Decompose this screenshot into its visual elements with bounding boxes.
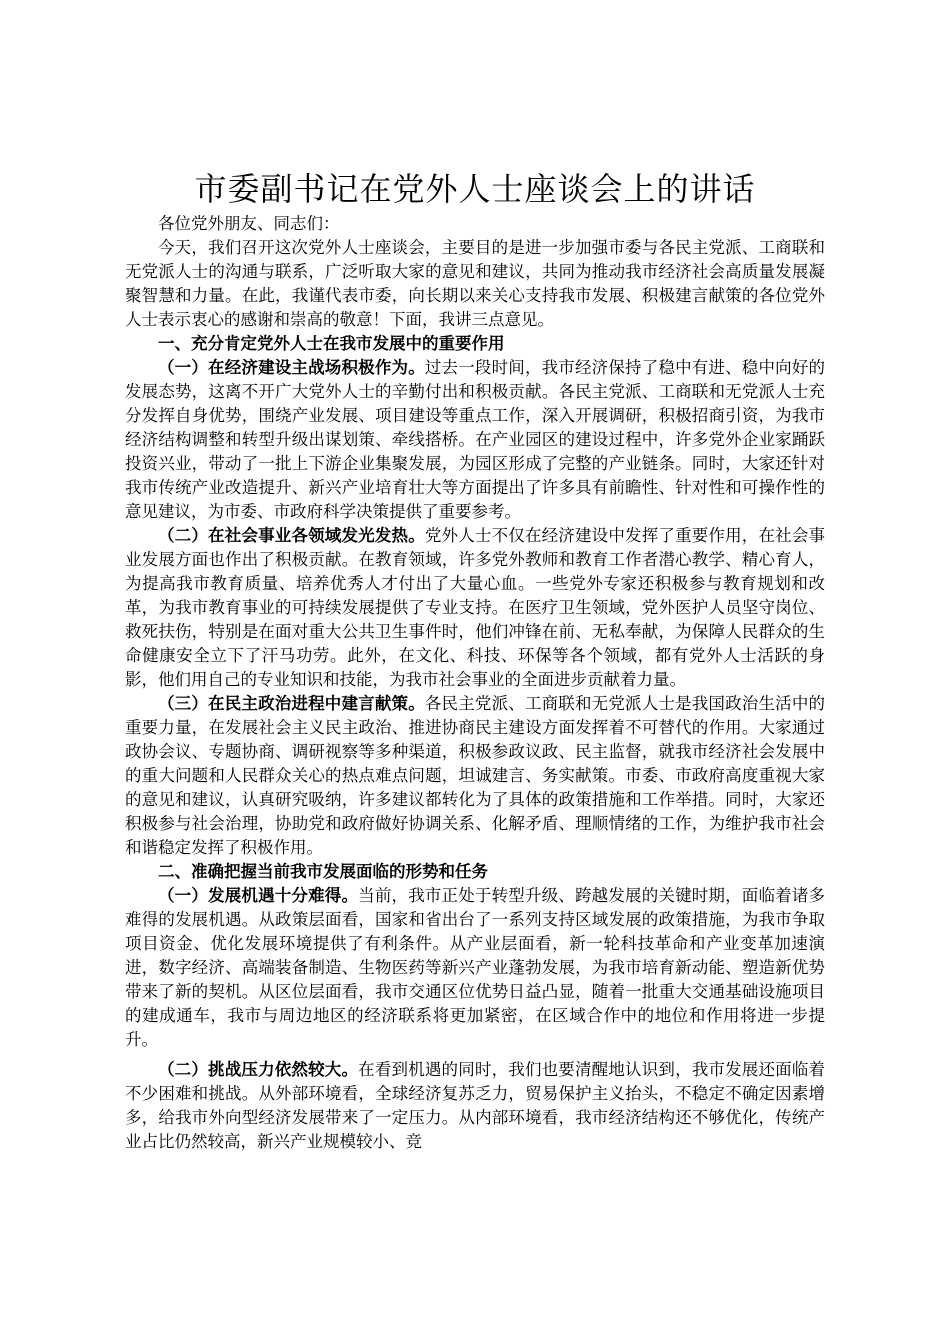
document-title: 市委副书记在党外人士座谈会上的讲话 (194, 170, 756, 208)
item-text: 在看到机遇的同时，我们也要清醒地认识到，我市发展还面临着不少困难和挑战。从外部环境看，全球经济复苏乏力，贸易保护主义抬头，不稳定不确定因素增多，给我市外向型经济发展带来了一定压力。从内部环境看，我市经济结构还不够优化，传统产业占比仍然较高，新兴产业规模较小、竞 (125, 1060, 826, 1151)
item-text: 党外人士不仅在经济建设中发挥了重要作用，在社会事业发展方面也作出了积极贡献。在教育领域，许多党外教师和教育工作者潜心教学、精心育人，为提高我市教育质量、培养优秀人才付出了大量心血。一些党外专家还积极参与教育规划和改革，为我市教育事业的可持续发展提供了专业支持。在医疗卫生领域，党外医护人员坚守岗位、救死扶伤，特别是在面对重大公共卫生事件时，他们冲锋在前、无私奉献，为保障人民群众的生命健康安全立下了汗马功劳。此外，在文化、科技、环保等各个领域，都有党外人士活跃的身影，他们用自己的专业知识和技能，为我市社会事业的全面进步贡献着力量。 (125, 526, 826, 689)
item-lead: （二）挑战压力依然较大。 (158, 1060, 359, 1079)
item-lead: （三）在民主政治进程中建言献策。 (158, 694, 425, 713)
item-text: 当前，我市正处于转型升级、跨越发展的关键时期，面临着诸多难得的发展机遇。从政策层面看，国家和省出台了一系列支持区域发展的政策措施，为我市争取项目资金、优化发展环境提供了有利条件。从产业层面看，新一轮科技革命和产业变革加速演进，数字经济、高端装备制造、生物医药等新兴产业蓬勃发展，为我市培育新动能、塑造新优势带来了新的契机。从区位层面看，我市交通区位优势日益凸显，随着一批重大交通基础设施项目的建成通车，我市与周边地区的经济联系将更加紧密，在区域合作中的地位和作用将进一步提升。 (125, 886, 826, 1049)
item-text: 过去一段时间，我市经济保持了稳中有进、稳中向好的发展态势，这离不开广大党外人士的辛勤付出和积极贡献。各民主党派、工商联和无党派人士充分发挥自身优势，围绕产业发展、项目建设等重点工作，深入开展调研，积极招商引资，为我市经济结构调整和转型升级出谋划策、牵线搭桥。在产业园区的建设过程中，许多党外企业家踊跃投资兴业，带动了一批上下游企业集聚发展，为园区形成了完整的产业链条。同时，大家还针对我市传统产业改造提升、新兴产业培育壮大等方面提出了许多具有前瞻性、针对性和可操作性的意见建议，为市委、市政府科学决策提供了重要参考。 (125, 358, 826, 521)
section-2-item-1 (125, 884, 825, 1052)
item-text: 各民主党派、工商联和无党派人士是我国政治生活中的重要力量，在发展社会主义民主政治、推进协商民主建设方面发挥着不可替代的作用。大家通过政协会议、专题协商、调研视察等多种渠道，积极参政议政、民主监督，就我市经济社会发展中的重大问题和人民群众关心的热点难点问题，坦诚建言、务实献策。市委、市政府高度重视大家的意见和建议，认真研究吸纳，许多建议都转化为了具体的政策措施和工作举措。同时，大家还积极参与社会治理，协助党和政府做好协调关系、化解矛盾、理顺情绪的工作，为维护我市社会和谐稳定发挥了积极作用。 (125, 694, 826, 857)
section-1-heading: 一、充分肯定党外人士在我市发展中的重要作用 (158, 334, 505, 353)
section-1-item-3 (125, 692, 825, 860)
document-page (125, 168, 825, 1154)
intro-paragraph: 今天，我们召开这次党外人士座谈会，主要目的是进一步加强市委与各民主党派、工商联和无党派人士的沟通与联系，广泛听取大家的意见和建议，共同为推动我市经济社会高质量发展凝聚智慧和力量。在此，我谨代表市委，向长期以来关心支持我市发展、积极建言献策的各位党外人士表示衷心的感谢和崇高的敬意！下面，我讲三点意见。 (125, 238, 825, 329)
section-1-item-1 (125, 356, 825, 524)
section-2-heading: 二、准确把握当前我市发展面临的形势和任务 (158, 862, 488, 881)
salutation: 各位党外朋友、同志们： (158, 214, 340, 233)
item-lead: （一）在经济建设主战场积极作为。 (158, 358, 425, 377)
section-2-item-2 (125, 1058, 825, 1154)
section-1-item-2 (125, 524, 825, 692)
item-lead: （一）发展机遇十分难得。 (158, 886, 359, 905)
item-lead: （二）在社会事业各领域发光发热。 (158, 526, 425, 545)
